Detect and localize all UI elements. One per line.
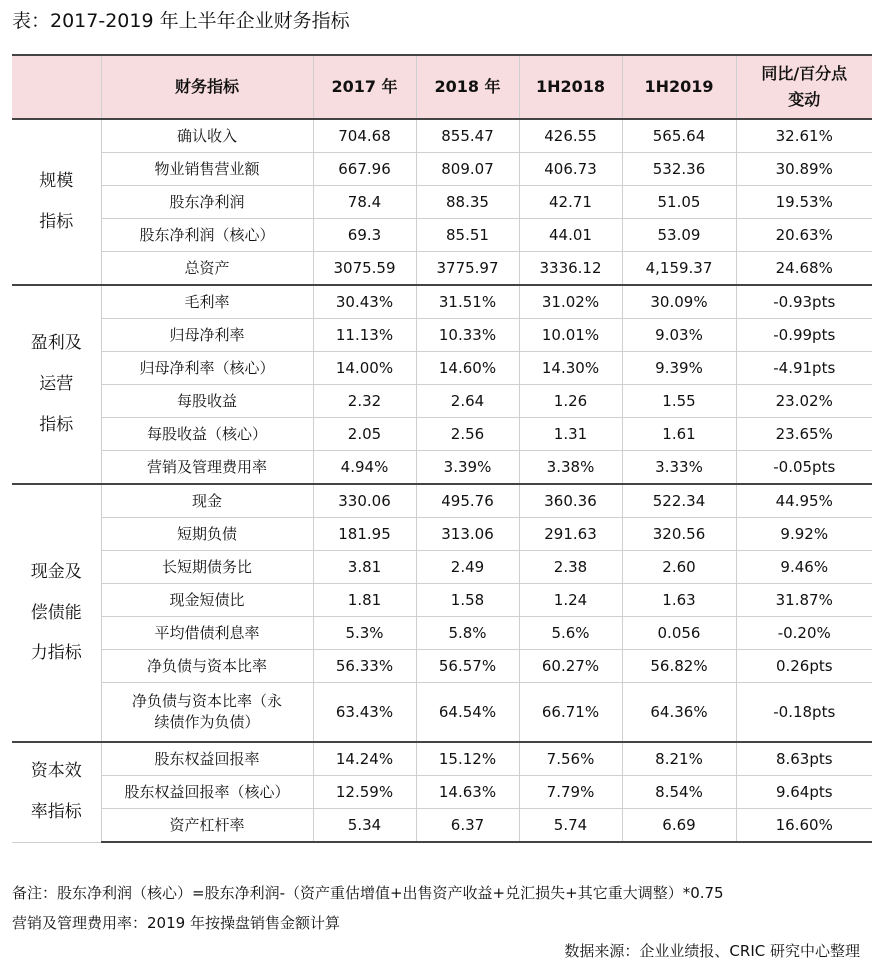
value-cell: 60.27% <box>519 650 622 683</box>
value-cell: -4.91pts <box>736 352 872 385</box>
value-cell: 2.05 <box>313 418 416 451</box>
value-cell: 1.61 <box>622 418 736 451</box>
value-cell: 9.39% <box>622 352 736 385</box>
value-cell: 3.33% <box>622 451 736 485</box>
table-row <box>12 518 872 551</box>
value-cell: -0.18pts <box>736 683 872 743</box>
table-row <box>12 451 872 485</box>
value-cell: 19.53% <box>736 186 872 219</box>
table-row <box>12 551 872 584</box>
table-row <box>12 352 872 385</box>
value-cell: 330.06 <box>313 484 416 518</box>
value-cell: 5.3% <box>313 617 416 650</box>
column-header: 财务指标 <box>101 55 313 119</box>
indicator-name: 短期负债 <box>101 518 313 551</box>
value-cell: -0.93pts <box>736 285 872 319</box>
table-row <box>12 584 872 617</box>
value-cell: 406.73 <box>519 153 622 186</box>
header-blank <box>12 55 101 119</box>
column-header: 1H2018 <box>519 55 622 119</box>
table-header <box>12 55 872 119</box>
value-cell: 63.43% <box>313 683 416 743</box>
indicator-name: 资产杠杆率 <box>101 809 313 843</box>
value-cell: 14.24% <box>313 742 416 776</box>
indicator-name: 股东权益回报率（核心） <box>101 776 313 809</box>
value-cell: 11.13% <box>313 319 416 352</box>
value-cell: 78.4 <box>313 186 416 219</box>
value-cell: 42.71 <box>519 186 622 219</box>
value-cell: 88.35 <box>416 186 519 219</box>
value-cell: 5.74 <box>519 809 622 843</box>
value-cell: 30.89% <box>736 153 872 186</box>
value-cell: 31.51% <box>416 285 519 319</box>
indicator-name: 股东权益回报率 <box>101 742 313 776</box>
table-row <box>12 484 872 518</box>
header-row <box>12 55 872 119</box>
table-row <box>12 683 872 743</box>
indicator-name: 归母净利率 <box>101 319 313 352</box>
value-cell: 23.65% <box>736 418 872 451</box>
value-cell: 532.36 <box>622 153 736 186</box>
value-cell: 360.36 <box>519 484 622 518</box>
value-cell: 56.33% <box>313 650 416 683</box>
value-cell: 704.68 <box>313 119 416 153</box>
table-body <box>12 119 872 842</box>
value-cell: 6.69 <box>622 809 736 843</box>
value-cell: 2.32 <box>313 385 416 418</box>
group-label: 现金及 偿债能 力指标 <box>12 484 101 742</box>
value-cell: 69.3 <box>313 219 416 252</box>
value-cell: -0.05pts <box>736 451 872 485</box>
indicator-name: 营销及管理费用率 <box>101 451 313 485</box>
value-cell: 14.63% <box>416 776 519 809</box>
column-header: 2017 年 <box>313 55 416 119</box>
source-note: 数据来源：企业业绩报、CRIC 研究中心整理 <box>564 942 860 960</box>
value-cell: 23.02% <box>736 385 872 418</box>
value-cell: 64.36% <box>622 683 736 743</box>
value-cell: 8.21% <box>622 742 736 776</box>
indicator-name: 长短期债务比 <box>101 551 313 584</box>
value-cell: 3.38% <box>519 451 622 485</box>
value-cell: 12.59% <box>313 776 416 809</box>
note-line: 营销及管理费用率：2019 年按操盘销售金额计算 <box>12 914 340 932</box>
value-cell: 66.71% <box>519 683 622 743</box>
table-row <box>12 385 872 418</box>
value-cell: 9.46% <box>736 551 872 584</box>
value-cell: 320.56 <box>622 518 736 551</box>
indicator-name: 确认收入 <box>101 119 313 153</box>
value-cell: 7.79% <box>519 776 622 809</box>
value-cell: 20.63% <box>736 219 872 252</box>
value-cell: 30.09% <box>622 285 736 319</box>
value-cell: 9.03% <box>622 319 736 352</box>
group-label: 盈利及 运营 指标 <box>12 285 101 484</box>
value-cell: 0.056 <box>622 617 736 650</box>
notes <box>12 878 724 938</box>
column-header: 同比/百分点 变动 <box>736 55 872 119</box>
value-cell: 9.64pts <box>736 776 872 809</box>
indicator-name: 平均借债利息率 <box>101 617 313 650</box>
value-cell: 3.81 <box>313 551 416 584</box>
value-cell: 522.34 <box>622 484 736 518</box>
table-row <box>12 776 872 809</box>
value-cell: 14.00% <box>313 352 416 385</box>
value-cell: 855.47 <box>416 119 519 153</box>
value-cell: 1.31 <box>519 418 622 451</box>
indicator-name: 净负债与资本比率（永 续债作为负债） <box>101 683 313 743</box>
value-cell: 3.39% <box>416 451 519 485</box>
value-cell: 3075.59 <box>313 252 416 286</box>
value-cell: 10.01% <box>519 319 622 352</box>
column-header: 1H2019 <box>622 55 736 119</box>
indicator-name: 毛利率 <box>101 285 313 319</box>
value-cell: 44.01 <box>519 219 622 252</box>
value-cell: 10.33% <box>416 319 519 352</box>
value-cell: 9.92% <box>736 518 872 551</box>
value-cell: 1.55 <box>622 385 736 418</box>
value-cell: 14.30% <box>519 352 622 385</box>
table-title: 表：2017-2019 年上半年企业财务指标 <box>12 10 350 32</box>
value-cell: 5.34 <box>313 809 416 843</box>
value-cell: 3775.97 <box>416 252 519 286</box>
group-label: 资本效 率指标 <box>12 742 101 842</box>
value-cell: 2.49 <box>416 551 519 584</box>
value-cell: 667.96 <box>313 153 416 186</box>
group-label: 规模 指标 <box>12 119 101 285</box>
value-cell: 5.6% <box>519 617 622 650</box>
value-cell: 181.95 <box>313 518 416 551</box>
value-cell: 4.94% <box>313 451 416 485</box>
table-row <box>12 319 872 352</box>
value-cell: 2.56 <box>416 418 519 451</box>
table-row <box>12 186 872 219</box>
indicator-name: 总资产 <box>101 252 313 286</box>
indicator-name: 每股收益（核心） <box>101 418 313 451</box>
value-cell: 8.63pts <box>736 742 872 776</box>
value-cell: 7.56% <box>519 742 622 776</box>
value-cell: 0.26pts <box>736 650 872 683</box>
table-row <box>12 809 872 843</box>
value-cell: 1.63 <box>622 584 736 617</box>
value-cell: 1.58 <box>416 584 519 617</box>
table-row <box>12 252 872 286</box>
value-cell: 64.54% <box>416 683 519 743</box>
financial-indicators-table <box>12 54 872 843</box>
value-cell: 56.57% <box>416 650 519 683</box>
value-cell: 2.38 <box>519 551 622 584</box>
value-cell: 8.54% <box>622 776 736 809</box>
value-cell: 24.68% <box>736 252 872 286</box>
value-cell: 44.95% <box>736 484 872 518</box>
value-cell: 1.81 <box>313 584 416 617</box>
table-row <box>12 650 872 683</box>
value-cell: 426.55 <box>519 119 622 153</box>
table-row <box>12 617 872 650</box>
value-cell: 313.06 <box>416 518 519 551</box>
value-cell: 5.8% <box>416 617 519 650</box>
indicator-name: 每股收益 <box>101 385 313 418</box>
indicator-name: 股东净利润 <box>101 186 313 219</box>
indicator-name: 物业销售营业额 <box>101 153 313 186</box>
value-cell: 1.26 <box>519 385 622 418</box>
indicator-name: 归母净利率（核心） <box>101 352 313 385</box>
value-cell: 51.05 <box>622 186 736 219</box>
value-cell: 32.61% <box>736 119 872 153</box>
value-cell: 31.02% <box>519 285 622 319</box>
value-cell: -0.20% <box>736 617 872 650</box>
table-row <box>12 742 872 776</box>
table-row <box>12 153 872 186</box>
value-cell: 4,159.37 <box>622 252 736 286</box>
value-cell: 85.51 <box>416 219 519 252</box>
table-row <box>12 285 872 319</box>
value-cell: 495.76 <box>416 484 519 518</box>
value-cell: 291.63 <box>519 518 622 551</box>
value-cell: -0.99pts <box>736 319 872 352</box>
note-line: 备注：股东净利润（核心）=股东净利润-（资产重估增值+出售资产收益+兑汇损失+其它重大调整）*0.75 <box>12 884 724 902</box>
table-row <box>12 119 872 153</box>
column-header: 2018 年 <box>416 55 519 119</box>
value-cell: 1.24 <box>519 584 622 617</box>
indicator-name: 净负债与资本比率 <box>101 650 313 683</box>
value-cell: 16.60% <box>736 809 872 843</box>
value-cell: 31.87% <box>736 584 872 617</box>
value-cell: 2.60 <box>622 551 736 584</box>
value-cell: 30.43% <box>313 285 416 319</box>
value-cell: 2.64 <box>416 385 519 418</box>
indicator-name: 股东净利润（核心） <box>101 219 313 252</box>
value-cell: 809.07 <box>416 153 519 186</box>
value-cell: 56.82% <box>622 650 736 683</box>
indicator-name: 现金 <box>101 484 313 518</box>
table-row <box>12 219 872 252</box>
indicator-name: 现金短债比 <box>101 584 313 617</box>
value-cell: 15.12% <box>416 742 519 776</box>
value-cell: 565.64 <box>622 119 736 153</box>
table-row <box>12 418 872 451</box>
value-cell: 14.60% <box>416 352 519 385</box>
value-cell: 6.37 <box>416 809 519 843</box>
value-cell: 53.09 <box>622 219 736 252</box>
value-cell: 3336.12 <box>519 252 622 286</box>
